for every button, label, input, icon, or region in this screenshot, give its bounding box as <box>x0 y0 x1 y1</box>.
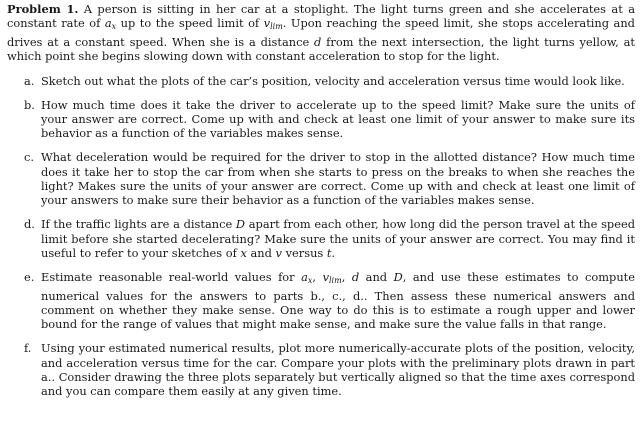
part-f <box>7 341 635 399</box>
math-v: v <box>263 16 271 31</box>
part-c <box>7 150 635 208</box>
math-a: a <box>104 16 112 31</box>
problem-heading: Problem 1. <box>7 2 79 16</box>
part-text: and <box>246 246 276 261</box>
problem-statement <box>7 2 635 64</box>
part-text: What deceleration would be required for the driver to stop in the allotted distance? How much time does it take her to stop the car from when she starts to press on the breaks to when she reaches the light? Makes sure the units of your answer are correct. Come up with and check at least one limit of your answers to make sure their behavior as a function of the variables makes sense. <box>41 150 635 208</box>
problem-document <box>7 2 635 408</box>
problem-parts-list <box>7 74 635 399</box>
part-text: , and use these estimates to compute numerical values for the answers to parts b., c., d.. Then assess these numerical answers and comment on whether they make sense. One way to do this is to estimate a rough upper and lower bound for the range of values that might make sense, and make sure the value falls in that range. <box>41 270 635 332</box>
math-v-subscript: lim <box>270 22 283 32</box>
part-letter: d. <box>24 217 35 232</box>
math-v: v <box>322 270 329 285</box>
statement-text: A person is sitting in her car at a stoplight. The light turns green and she accelerates at a constant rate of <box>7 2 635 31</box>
statement-text: from the next intersection, the light turns yellow, at which point she begins slowing down with constant acceleration to stop for the light. <box>7 34 635 64</box>
part-letter: f. <box>24 341 32 356</box>
part-text: How much time does it take the driver to accelerate up to the speed limit? Make sure the units of your answer are correct. Come up with and check at least one limit of your answer to make sure its behavior as a function of the variables makes sense. <box>41 97 635 141</box>
math-t: t <box>326 246 332 261</box>
part-a <box>7 74 635 88</box>
math-d: d <box>314 34 322 49</box>
part-letter: a. <box>24 73 35 88</box>
math-v: v <box>275 246 282 261</box>
part-text: and <box>359 270 394 285</box>
math-x: x <box>240 246 247 261</box>
part-text: . <box>331 246 336 261</box>
part-text: , <box>312 270 323 285</box>
part-text: apart from each other, how long did the person travel at the speed limit before she started decelerating? Make sure the units of your answer are correct. You may find it useful to refer to your sketches of <box>41 217 635 261</box>
part-text: Sketch out what the plots of the car’s position, velocity and acceleration versus time would look like. <box>41 73 625 88</box>
math-a-subscript: x <box>111 22 117 32</box>
part-text: Estimate reasonable real-world values for <box>41 270 302 285</box>
statement-text: . Upon reaching the speed limit, she stops accelerating and drives at a constant speed. When she is a distance <box>7 16 635 49</box>
part-text: , <box>341 270 352 285</box>
part-text: If the traffic lights are a distance <box>41 217 236 232</box>
math-D: D <box>393 270 403 285</box>
part-e <box>7 270 635 332</box>
statement-text: up to the speed limit of <box>116 16 264 31</box>
math-a: a <box>301 270 308 285</box>
part-b <box>7 98 635 141</box>
part-text: Using your estimated numerical results, plot more numerically-accurate plots of the position, velocity, and acceleration versus time for the car. Compare your plots with the preliminary plots drawn in part a.. Consider drawing the three plots separately but vertically aligned so that the time axes correspond and you can compare them easily at any given time. <box>41 341 635 399</box>
math-D: D <box>235 217 246 232</box>
part-letter: c. <box>24 150 35 165</box>
math-v-subscript: lim <box>329 276 342 286</box>
math-d: d <box>351 270 360 285</box>
part-d <box>7 217 635 260</box>
part-text: versus <box>281 246 327 261</box>
math-a-subscript: x <box>307 276 313 286</box>
part-letter: b. <box>24 97 35 112</box>
part-letter: e. <box>24 270 35 285</box>
